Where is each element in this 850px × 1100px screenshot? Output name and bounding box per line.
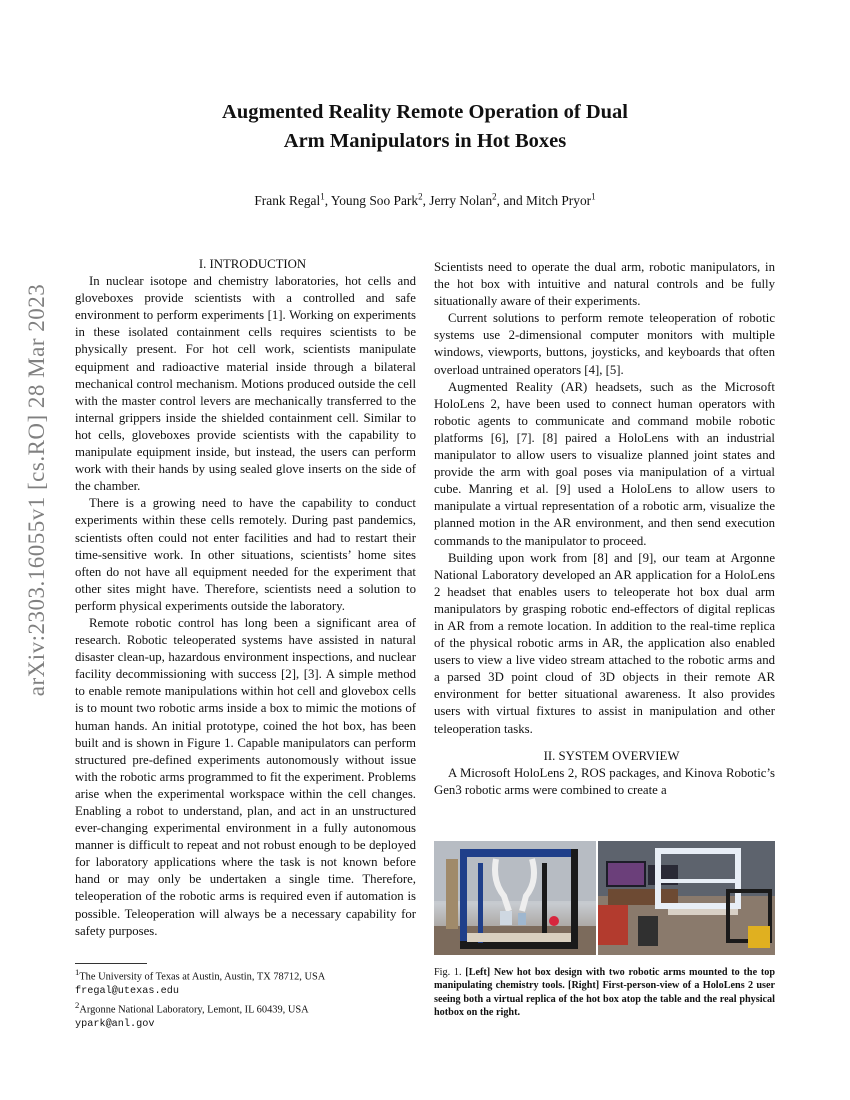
arxiv-stamp <box>14 283 60 697</box>
author: Mitch Pryor$^1$ <box>526 192 596 209</box>
section-heading-introduction: I. INTRODUCTION <box>198 257 307 271</box>
paragraph: Building upon work from [8] and [9], our team at Argonne National Laboratory developed an AR application for a HoloLens 2 headset that enables users to teleoperate hot box dual arm manipulators by grasping robotic end-effectors of digital replicas in AR from a remote location. In addition to the real-time replica of the physical robotic arms in AR, the application also enabled users to view a live video stream attached to the robotic arms and a parsed 3D point cloud of 3D objects in their remote AR environment for better situational awareness. It also provides users with virtual fixtures to assist in manipulation and other teleoperation tasks. <box>434 550 775 736</box>
paragraph: There is a growing need to have the capability to conduct experiments within these cells remotely. During past pandemics, scientists often could not enter facilities and had to restart their time-sensitive work. In other situations, scientists’ home sites often do not have all equipment needed for the experiment that other sites might have. Therefore, scientists need a solution to perform physical experiments outside the laboratory. <box>75 496 416 613</box>
paragraph: A Microsoft HoloLens 2, ROS packages, and Kinova Robotic’s Gen3 robotic arms were combined to create a <box>434 765 775 797</box>
ar-view-illustration <box>598 841 775 955</box>
paragraph: Remote robotic control has long been a significant area of research. Robotic teleoperated systems have assisted in natural disaster clean-up, hazardous environment inspections, and nuclear facility decommissioning with success [2], [3]. A simple method to enable remote manipulations within hot cell and glovebox cells is to mount two robotic arms inside a box to mimic the motions of human hands. An initial prototype, coined the hot box, has been built and is shown in Figure 1. Capable manipulators can perform structured pre-defined experiments autonomously without issue with the robotic arms programmed to fit the experiment. Problems arise when the experimental workspace within the cell changes. Enabling a robot to understand, plan, and act in an unstructured ever-changing experimental environment in a fully autonomous manner is difficult to repeat and not robust enough to be deployed for laboratory applications where the task is not known before hand or may only be undertaken a single time. Therefore, teleoperation of the robotic arms is required even if automation is possible. Teleoperation will always be a necessary capability for safety purposes. <box>75 615 416 938</box>
author: Jerry Nolan$^2$, and <box>429 192 527 209</box>
footnote-2: $^2$Argonne National Laboratory, Lemont, IL 60439, USA ypark@anl.gov <box>75 1000 309 1031</box>
title-line-1: Augmented Reality Remote Operation of Dual <box>222 101 628 123</box>
right-column <box>434 259 775 799</box>
figure-label: Fig. 1. <box>434 967 462 978</box>
figure-caption <box>434 966 775 1020</box>
paragraph: Scientists need to operate the dual arm, robotic manipulators, in the hot box with intuitive and natural controls and be fully situationally aware of their experiments. <box>434 260 775 309</box>
paragraph: In nuclear isotope and chemistry laboratories, hot cells and gloveboxes provide scientists with a controlled and safe environment to perform experiments [1]. Working on experiments in these isolated containment cells requires scientists to be physically present. For hot cell work, scientists manipulate equipment and radioactive material inside through a bilateral mechanical control mechanism. Motions produced outside the cell with the master control levers are mechanically transferred to the internal grippers inside the shielded containment cell. Similar to hot cells, gloveboxes provide scientists with the capability to manipulate equipment inside, but instead, the users can perform work with their hands by using sealed glove inserts on the side of the chamber. <box>75 274 416 494</box>
hot-box-photo <box>434 841 596 955</box>
paper-title <box>0 98 850 156</box>
ar-view-photo <box>598 841 775 955</box>
figure-1 <box>434 841 775 955</box>
email: ypark@anl.gov <box>75 1019 155 1031</box>
paragraph: Augmented Reality (AR) headsets, such as the Microsoft HoloLens 2, have been used to connect human operators with robotic agents to communicate and command mobile robotic platforms [6], [7]. [8] paired a HoloLens with an industrial manipulator to allow users to visualize planned joint states and provide the arm with goal poses via manipulation of a virtual cube. Manring et al. [9] used a HoloLens to allow users to manipulate a virtual representation of a robotic arm, visualize the planned motion in the AR environment, and then send execution commands to the manipulator to proceed. <box>434 379 775 548</box>
footnote-1: $^1$The University of Texas at Austin, Austin, TX 78712, USA fregal@utexas.edu <box>75 967 326 998</box>
section-heading-system-overview: II. SYSTEM OVERVIEW <box>543 748 680 763</box>
author-list <box>0 192 850 209</box>
author: Young Soo Park$^2$, <box>330 192 430 209</box>
paragraph: Current solutions to perform remote teleoperation of robotic systems use 2-dimensional computer monitors with multiple windows, viewports, buttons, joysticks, and keyboards that often overload untrained operators [4], [5]. <box>434 311 775 377</box>
footnote-rule <box>75 963 147 964</box>
author: Frank Regal$^1$, <box>254 192 331 209</box>
footnotes <box>75 966 416 1032</box>
arxiv-id: arXiv:2303.16055v1 [cs.RO] 28 Mar 2023 <box>24 283 49 697</box>
hot-box-illustration <box>434 841 596 955</box>
email: fregal@utexas.edu <box>75 986 179 998</box>
left-column <box>75 256 416 940</box>
title-line-2: Arm Manipulators in Hot Boxes <box>283 130 567 152</box>
caption-text: [Left] New hot box design with two robotic arms mounted to the top manipulating chemistry tools. [Right] First-person-view of a HoloLens 2 user seeing both a virtual replica of the hot box atop the table and the real physical hotbox on the right. <box>434 967 776 1019</box>
